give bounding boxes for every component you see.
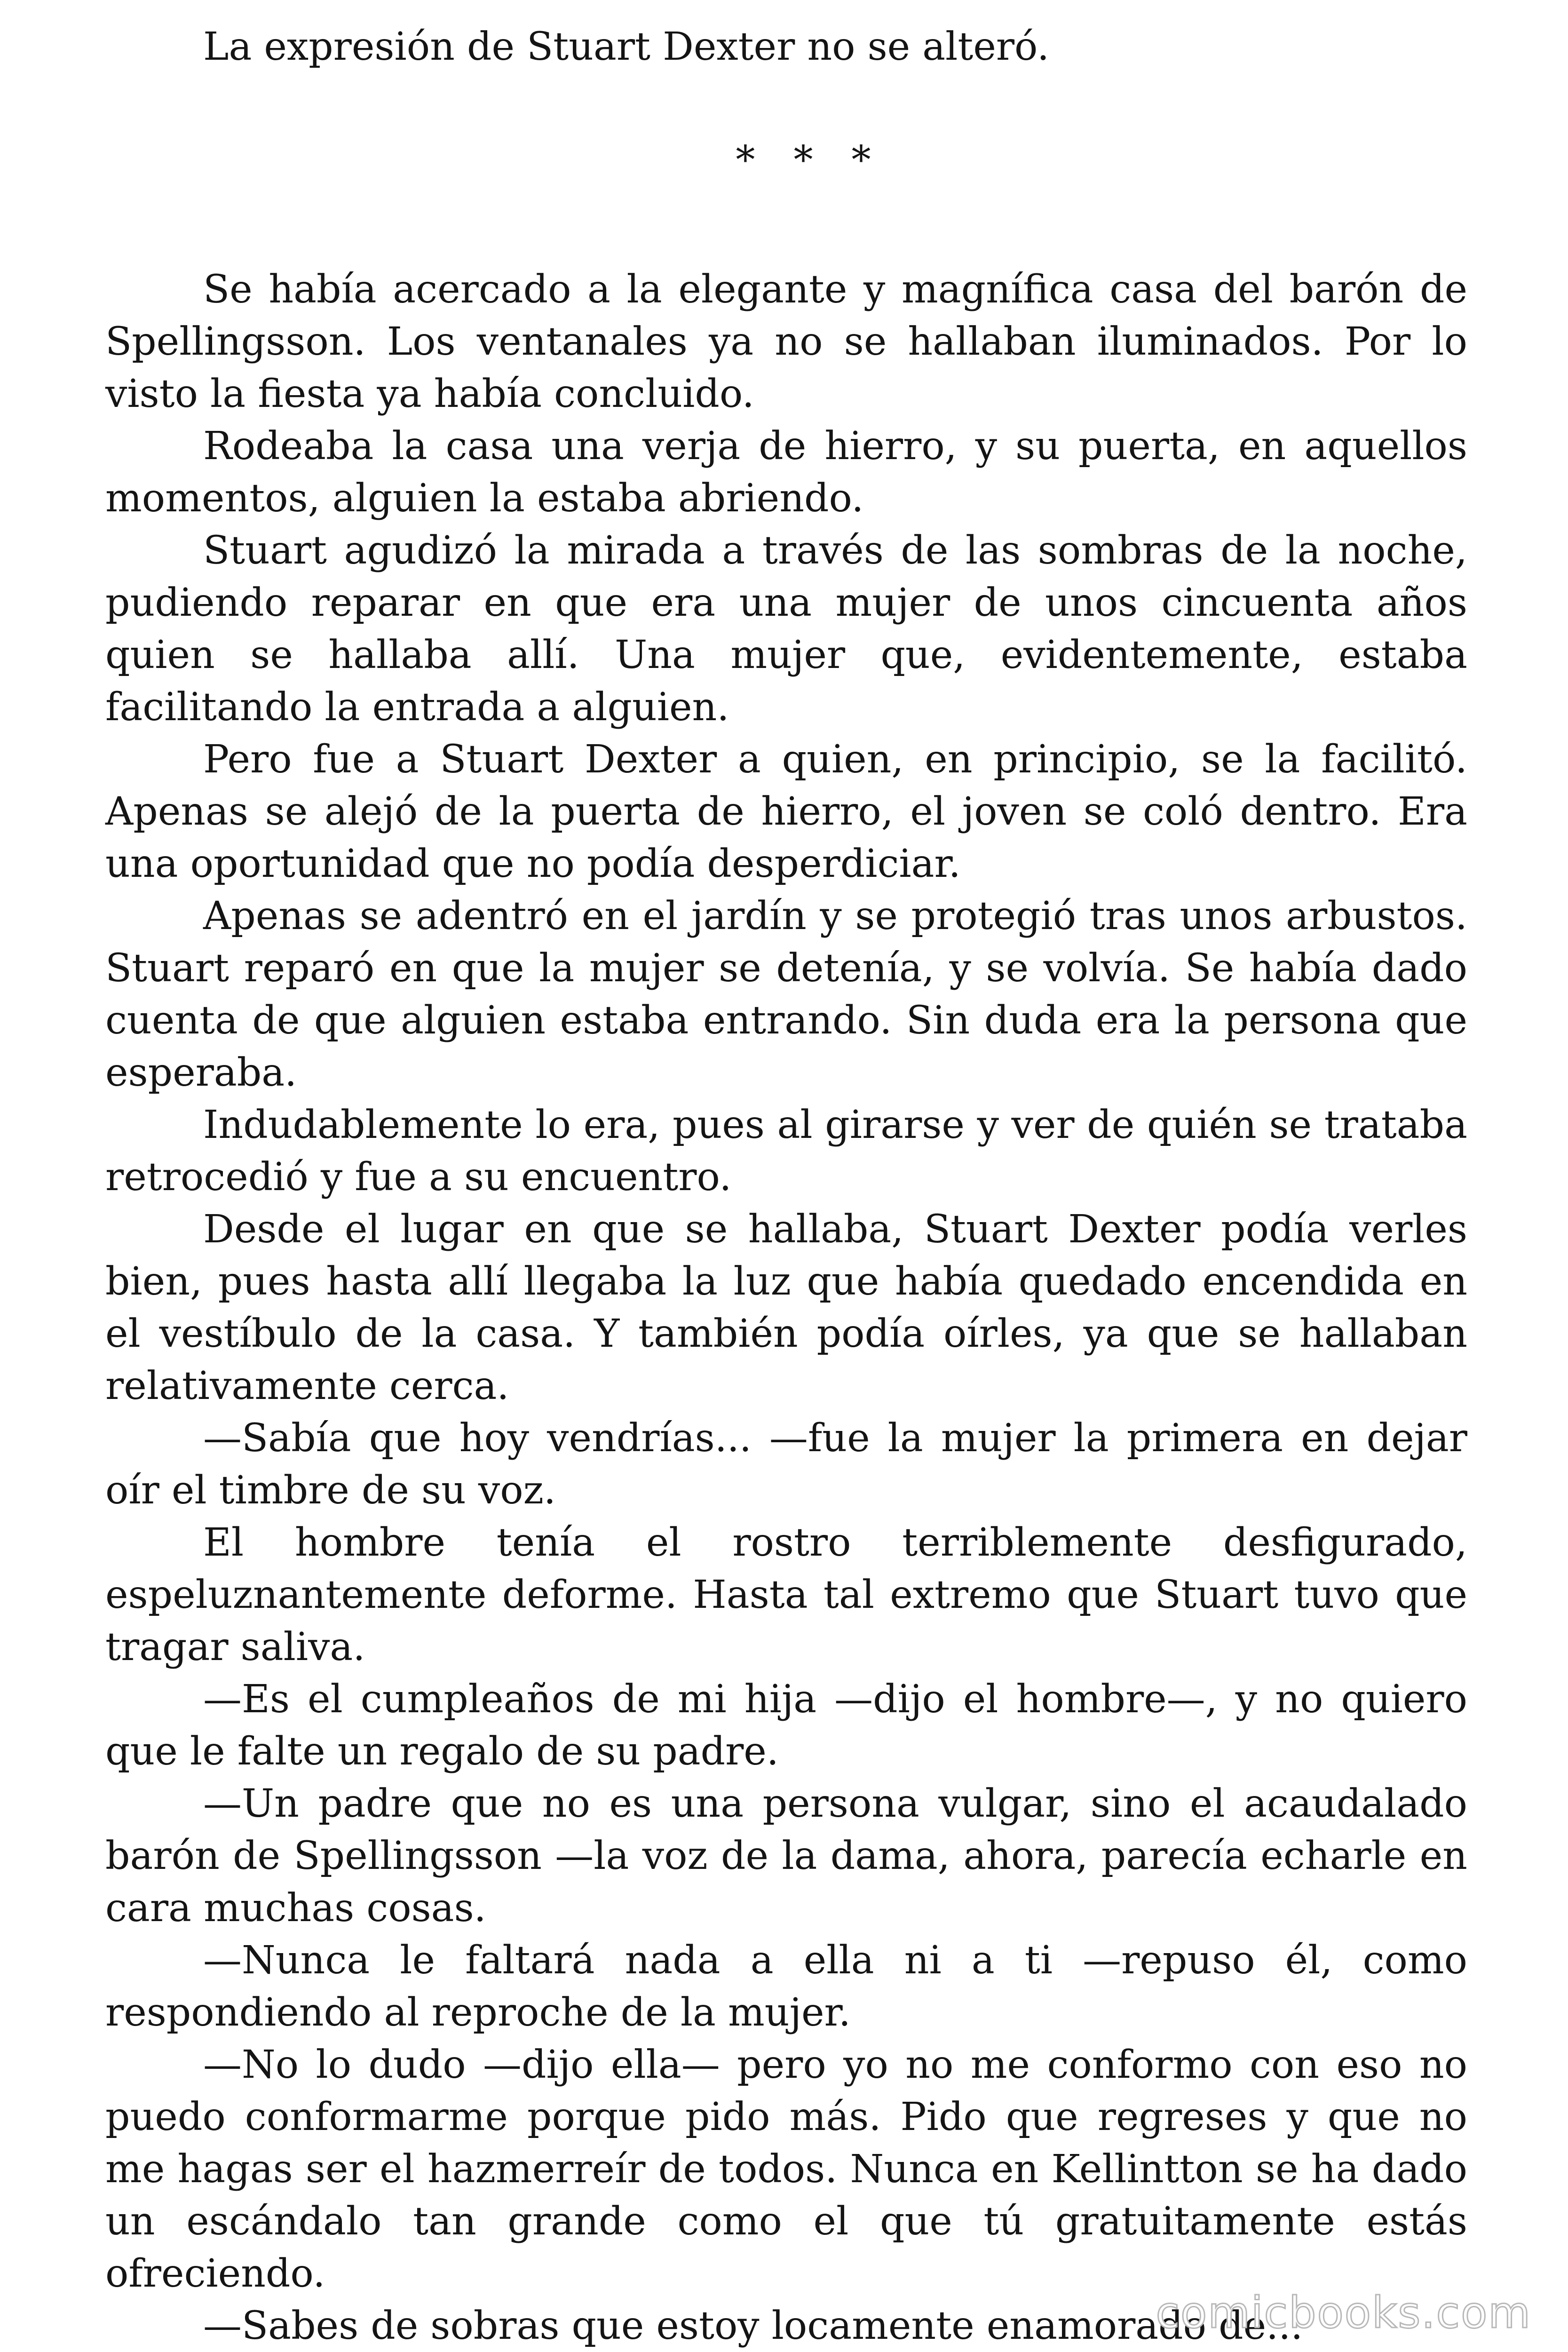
section-break: * * * — [736, 138, 884, 183]
paragraph: Stuart agudizó la mirada a través de las sombras de la noche, pudiendo reparar en que era una mujer de unos cincuenta años quien se hallaba allí. Una mujer que, evidentemente, estaba facilitando la entrada a alguien. — [105, 528, 1467, 730]
paragraph: —Un padre que no es una persona vulgar, sino el acaudalado barón de Spellingsson —la voz de la dama, ahora, parecía echarle en cara muchas cosas. — [105, 1781, 1467, 1931]
book-page — [105, 0, 1467, 2352]
paragraph: Rodeaba la casa una verja de hierro, y su puerta, en aquellos momentos, alguien la estaba abriendo. — [105, 424, 1467, 521]
paragraph: —Nunca le faltará nada a ella ni a ti —repuso él, como respondiendo al reproche de la mujer. — [105, 1938, 1467, 2035]
watermark: comicbooks.com — [1156, 2288, 1531, 2338]
paragraph: —Sabes de sobras que estoy locamente enamorado de... — [203, 2304, 1303, 2348]
opening-line: La expresión de Stuart Dexter no se alteró. — [203, 24, 1050, 69]
paragraph: —Sabía que hoy vendrías... —fue la mujer la primera en dejar oír el timbre de su voz. — [105, 1416, 1467, 1513]
paragraph: Pero fue a Stuart Dexter a quien, en principio, se la facilitó. Apenas se alejó de la puerta de hierro, el joven se coló dentro. Era una oportunidad que no podía desperdiciar. — [105, 737, 1467, 886]
paragraph: Indudablemente lo era, pues al girarse y ver de quién se trataba retrocedió y fue a su encuentro. — [105, 1103, 1467, 1200]
paragraph: El hombre tenía el rostro terriblemente desfigurado, espeluznantemente deforme. Hasta tal extremo que Stuart tuvo que tragar saliva. — [105, 1520, 1467, 1669]
paragraph: Apenas se adentró en el jardín y se protegió tras unos arbustos. Stuart reparó en que la mujer se detenía, y se volvía. Se había dado cuenta de que alguien estaba entrando. Sin duda era la persona que esperaba. — [105, 894, 1467, 1095]
paragraph: —Es el cumpleaños de mi hija —dijo el hombre—, y no quiero que le falte un regalo de su padre. — [105, 1677, 1467, 1774]
body-text — [105, 263, 1467, 2352]
paragraph: Desde el lugar en que se hallaba, Stuart Dexter podía verles bien, pues hasta allí llegaba la luz que había quedado encendida en el vestíbulo de la casa. Y también podía oírles, ya que se hallaban relativamente cerca. — [105, 1207, 1467, 1408]
paragraph: —No lo dudo —dijo ella— pero yo no me conformo con eso no puedo conformarme porque pido más. Pido que regreses y que no me hagas ser el hazmerreír de todos. Nunca en Kellintton se ha dado un escándalo tan grande como el que tú gratuitamente estás ofreciendo. — [105, 2042, 1467, 2296]
paragraph: Se había acercado a la elegante y magnífica casa del barón de Spellingsson. Los ventanales ya no se hallaban iluminados. Por lo visto la fiesta ya había concluido. — [105, 267, 1467, 416]
